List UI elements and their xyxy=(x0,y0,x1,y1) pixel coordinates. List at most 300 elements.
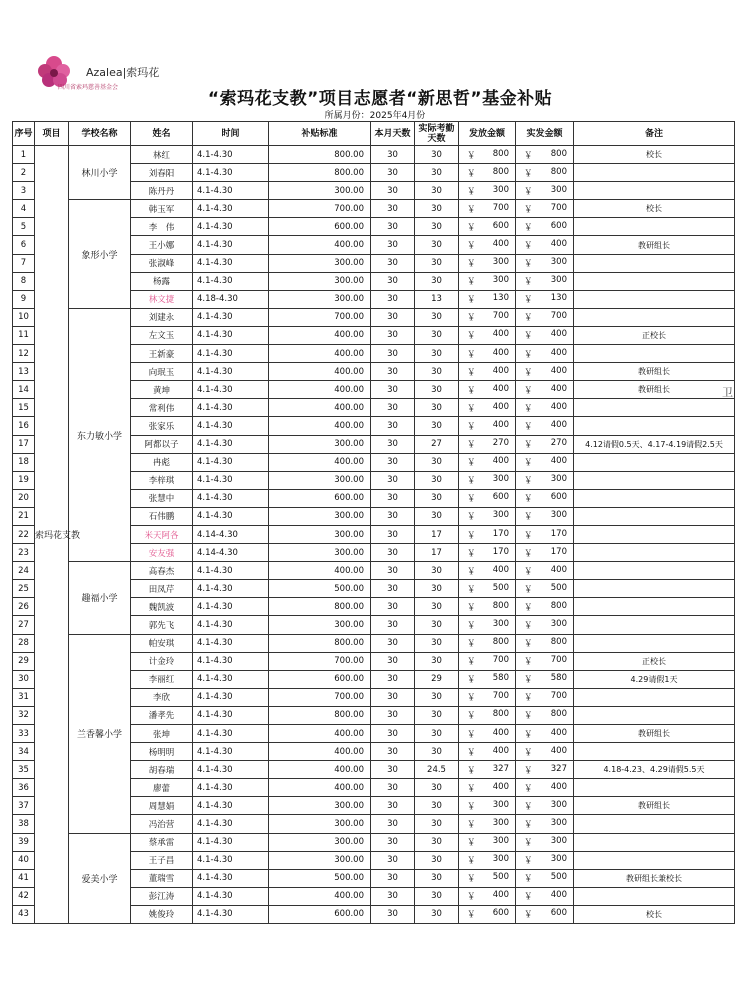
table-header-row xyxy=(13,122,735,146)
name-cell: 张家乐 xyxy=(131,417,193,435)
time-cell: 4.1-4.30 xyxy=(193,200,269,218)
row-number: 4 xyxy=(13,200,35,218)
amount-value: 400 xyxy=(492,745,509,756)
row-number: 3 xyxy=(13,182,35,200)
yen-symbol: ￥ xyxy=(467,331,476,342)
yen-symbol: ￥ xyxy=(467,747,476,758)
attendance-cell: 30 xyxy=(415,815,459,833)
net-amount-cell xyxy=(516,417,574,435)
yen-symbol: ￥ xyxy=(524,150,533,161)
time-cell: 4.1-4.30 xyxy=(193,851,269,869)
row-number: 11 xyxy=(13,326,35,344)
amount-value: 700 xyxy=(492,202,509,213)
yen-symbol: ￥ xyxy=(467,168,476,179)
days-cell: 30 xyxy=(371,688,415,706)
name-cell: 彭江涛 xyxy=(131,887,193,905)
pay-amount-cell xyxy=(459,435,516,453)
yen-symbol: ￥ xyxy=(467,693,476,704)
yen-symbol: ￥ xyxy=(467,367,476,378)
pay-amount-cell xyxy=(459,399,516,417)
amount-value: 400 xyxy=(550,564,567,575)
row-number: 12 xyxy=(13,345,35,363)
row-number: 13 xyxy=(13,363,35,381)
school-cell: 象形小学 xyxy=(69,200,131,309)
standard-cell: 800.00 xyxy=(269,634,371,652)
note-cell xyxy=(574,453,735,471)
pay-amount-cell xyxy=(459,507,516,525)
pay-amount-cell xyxy=(459,326,516,344)
row-number: 30 xyxy=(13,670,35,688)
net-amount-cell xyxy=(516,363,574,381)
amount-value: 700 xyxy=(550,655,567,666)
note-cell: 教研组长 xyxy=(574,725,735,743)
note-cell xyxy=(574,218,735,236)
month-label: 所属月份：2025年4月份 xyxy=(324,111,426,121)
pay-amount-cell xyxy=(459,254,516,272)
yen-symbol: ￥ xyxy=(467,403,476,414)
amount-value: 300 xyxy=(550,836,567,847)
yen-symbol: ￥ xyxy=(467,820,476,831)
amount-value: 400 xyxy=(550,383,567,394)
standard-cell: 700.00 xyxy=(269,200,371,218)
row-number: 6 xyxy=(13,236,35,254)
attendance-cell: 30 xyxy=(415,182,459,200)
pay-amount-cell xyxy=(459,887,516,905)
note-cell xyxy=(574,308,735,326)
days-cell: 30 xyxy=(371,489,415,507)
amount-value: 270 xyxy=(550,438,567,449)
days-cell: 30 xyxy=(371,670,415,688)
note-cell: 教研组长 xyxy=(574,797,735,815)
col-header: 本月天数 xyxy=(371,122,415,146)
yen-symbol: ￥ xyxy=(524,367,533,378)
note-cell xyxy=(574,887,735,905)
name-cell: 陈丹丹 xyxy=(131,182,193,200)
days-cell: 30 xyxy=(371,652,415,670)
amount-value: 300 xyxy=(550,818,567,829)
time-cell: 4.1-4.30 xyxy=(193,182,269,200)
standard-cell: 400.00 xyxy=(269,453,371,471)
days-cell: 30 xyxy=(371,381,415,399)
net-amount-cell xyxy=(516,525,574,543)
name-cell: 张坤 xyxy=(131,725,193,743)
yen-symbol: ￥ xyxy=(467,729,476,740)
note-cell xyxy=(574,598,735,616)
amount-value: 700 xyxy=(550,311,567,322)
pay-amount-cell xyxy=(459,851,516,869)
attendance-cell: 30 xyxy=(415,218,459,236)
yen-symbol: ￥ xyxy=(524,313,533,324)
net-amount-cell xyxy=(516,725,574,743)
yen-symbol: ￥ xyxy=(524,602,533,613)
attendance-cell: 30 xyxy=(415,779,459,797)
time-cell: 4.1-4.30 xyxy=(193,580,269,598)
pay-amount-cell xyxy=(459,761,516,779)
amount-value: 700 xyxy=(550,202,567,213)
name-cell: 韩玉军 xyxy=(131,200,193,218)
yen-symbol: ￥ xyxy=(467,385,476,396)
yen-symbol: ￥ xyxy=(467,186,476,197)
note-cell xyxy=(574,417,735,435)
days-cell: 30 xyxy=(371,634,415,652)
net-amount-cell xyxy=(516,200,574,218)
amount-value: 400 xyxy=(492,329,509,340)
amount-value: 300 xyxy=(550,510,567,521)
pay-amount-cell xyxy=(459,308,516,326)
name-cell: 潘孝先 xyxy=(131,706,193,724)
days-cell: 30 xyxy=(371,761,415,779)
attendance-cell: 30 xyxy=(415,797,459,815)
note-cell xyxy=(574,254,735,272)
yen-symbol: ￥ xyxy=(524,838,533,849)
project-cell: 索玛花支教 xyxy=(35,146,69,924)
note-cell xyxy=(574,489,735,507)
days-cell: 30 xyxy=(371,544,415,562)
attendance-cell: 30 xyxy=(415,326,459,344)
name-cell: 阿都以子 xyxy=(131,435,193,453)
attendance-cell: 30 xyxy=(415,363,459,381)
amount-value: 600 xyxy=(492,908,509,919)
yen-symbol: ￥ xyxy=(467,657,476,668)
standard-cell: 600.00 xyxy=(269,218,371,236)
yen-symbol: ￥ xyxy=(467,639,476,650)
note-cell xyxy=(574,507,735,525)
row-number: 25 xyxy=(13,580,35,598)
time-cell: 4.1-4.30 xyxy=(193,399,269,417)
row-number: 34 xyxy=(13,743,35,761)
time-cell: 4.1-4.30 xyxy=(193,471,269,489)
name-cell: 王新豪 xyxy=(131,345,193,363)
yen-symbol: ￥ xyxy=(524,711,533,722)
net-amount-cell xyxy=(516,164,574,182)
margin-handwriting: 卫 xyxy=(722,386,733,399)
amount-value: 327 xyxy=(492,763,509,774)
yen-symbol: ￥ xyxy=(524,548,533,559)
amount-value: 400 xyxy=(492,456,509,467)
name-cell: 李丽红 xyxy=(131,670,193,688)
time-cell: 4.1-4.30 xyxy=(193,652,269,670)
yen-symbol: ￥ xyxy=(524,729,533,740)
standard-cell: 300.00 xyxy=(269,797,371,815)
row-number: 38 xyxy=(13,815,35,833)
amount-value: 700 xyxy=(492,655,509,666)
yen-symbol: ￥ xyxy=(524,584,533,595)
row-number: 35 xyxy=(13,761,35,779)
row-number: 15 xyxy=(13,399,35,417)
pay-amount-cell xyxy=(459,272,516,290)
yen-symbol: ￥ xyxy=(467,801,476,812)
attendance-cell: 30 xyxy=(415,743,459,761)
net-amount-cell xyxy=(516,779,574,797)
amount-value: 300 xyxy=(492,818,509,829)
time-cell: 4.1-4.30 xyxy=(193,905,269,923)
yen-symbol: ￥ xyxy=(524,783,533,794)
yen-symbol: ￥ xyxy=(467,259,476,270)
yen-symbol: ￥ xyxy=(524,259,533,270)
row-number: 19 xyxy=(13,471,35,489)
school-cell: 东力敏小学 xyxy=(69,308,131,561)
attendance-cell: 30 xyxy=(415,254,459,272)
days-cell: 30 xyxy=(371,507,415,525)
name-cell: 米天阿各 xyxy=(131,525,193,543)
amount-value: 400 xyxy=(550,365,567,376)
yen-symbol: ￥ xyxy=(524,820,533,831)
yen-symbol: ￥ xyxy=(524,693,533,704)
attendance-cell: 30 xyxy=(415,308,459,326)
row-number: 40 xyxy=(13,851,35,869)
attendance-cell: 30 xyxy=(415,598,459,616)
pay-amount-cell xyxy=(459,381,516,399)
yen-symbol: ￥ xyxy=(467,313,476,324)
days-cell: 30 xyxy=(371,164,415,182)
yen-symbol: ￥ xyxy=(467,548,476,559)
yen-symbol: ￥ xyxy=(524,620,533,631)
amount-value: 400 xyxy=(550,419,567,430)
row-number: 41 xyxy=(13,869,35,887)
attendance-cell: 30 xyxy=(415,453,459,471)
note-cell xyxy=(574,290,735,308)
net-amount-cell xyxy=(516,453,574,471)
name-cell: 石伟鹏 xyxy=(131,507,193,525)
pay-amount-cell xyxy=(459,544,516,562)
note-cell: 校长 xyxy=(574,146,735,164)
name-cell: 魏凯波 xyxy=(131,598,193,616)
pay-amount-cell xyxy=(459,706,516,724)
attendance-cell: 30 xyxy=(415,200,459,218)
standard-cell: 400.00 xyxy=(269,399,371,417)
net-amount-cell xyxy=(516,833,574,851)
pay-amount-cell xyxy=(459,815,516,833)
time-cell: 4.1-4.30 xyxy=(193,489,269,507)
net-amount-cell xyxy=(516,146,574,164)
yen-symbol: ￥ xyxy=(467,530,476,541)
yen-symbol: ￥ xyxy=(524,747,533,758)
note-cell: 教研组长 xyxy=(574,236,735,254)
amount-value: 800 xyxy=(550,600,567,611)
yen-symbol: ￥ xyxy=(524,675,533,686)
days-cell: 30 xyxy=(371,399,415,417)
amount-value: 400 xyxy=(492,781,509,792)
amount-value: 400 xyxy=(492,383,509,394)
yen-symbol: ￥ xyxy=(524,494,533,505)
days-cell: 30 xyxy=(371,851,415,869)
name-cell: 左文玉 xyxy=(131,326,193,344)
amount-value: 300 xyxy=(550,257,567,268)
attendance-cell: 30 xyxy=(415,345,459,363)
school-cell: 林川小学 xyxy=(69,146,131,200)
standard-cell: 300.00 xyxy=(269,435,371,453)
standard-cell: 800.00 xyxy=(269,598,371,616)
amount-value: 700 xyxy=(550,691,567,702)
name-cell: 田凤芹 xyxy=(131,580,193,598)
name-cell: 王小娜 xyxy=(131,236,193,254)
row-number: 23 xyxy=(13,544,35,562)
days-cell: 30 xyxy=(371,598,415,616)
attendance-cell: 30 xyxy=(415,164,459,182)
standard-cell: 700.00 xyxy=(269,652,371,670)
standard-cell: 300.00 xyxy=(269,254,371,272)
attendance-cell: 30 xyxy=(415,471,459,489)
document-title: “索玛花支教”项目志愿者“新思哲”基金补贴 xyxy=(207,89,553,109)
row-number: 29 xyxy=(13,652,35,670)
attendance-cell: 30 xyxy=(415,652,459,670)
days-cell: 30 xyxy=(371,236,415,254)
standard-cell: 500.00 xyxy=(269,580,371,598)
attendance-cell: 30 xyxy=(415,851,459,869)
days-cell: 30 xyxy=(371,417,415,435)
row-number: 39 xyxy=(13,833,35,851)
note-cell: 教研组长 xyxy=(574,381,735,399)
note-cell xyxy=(574,851,735,869)
time-cell: 4.1-4.30 xyxy=(193,164,269,182)
amount-value: 580 xyxy=(492,673,509,684)
net-amount-cell xyxy=(516,345,574,363)
days-cell: 30 xyxy=(371,580,415,598)
days-cell: 30 xyxy=(371,146,415,164)
standard-cell: 400.00 xyxy=(269,236,371,254)
name-cell: 计金玲 xyxy=(131,652,193,670)
time-cell: 4.1-4.30 xyxy=(193,453,269,471)
net-amount-cell xyxy=(516,507,574,525)
attendance-cell: 17 xyxy=(415,525,459,543)
pay-amount-cell xyxy=(459,290,516,308)
standard-cell: 400.00 xyxy=(269,363,371,381)
attendance-cell: 30 xyxy=(415,146,459,164)
net-amount-cell xyxy=(516,797,574,815)
name-cell: 常利伟 xyxy=(131,399,193,417)
row-number: 33 xyxy=(13,725,35,743)
yen-symbol: ￥ xyxy=(467,458,476,469)
time-cell: 4.1-4.30 xyxy=(193,345,269,363)
standard-cell: 400.00 xyxy=(269,743,371,761)
pay-amount-cell xyxy=(459,670,516,688)
note-cell xyxy=(574,833,735,851)
row-number: 37 xyxy=(13,797,35,815)
note-cell xyxy=(574,471,735,489)
amount-value: 400 xyxy=(550,890,567,901)
row-number: 22 xyxy=(13,525,35,543)
table-row xyxy=(13,833,735,851)
note-cell: 校长 xyxy=(574,200,735,218)
attendance-cell: 30 xyxy=(415,489,459,507)
net-amount-cell xyxy=(516,815,574,833)
pay-amount-cell xyxy=(459,146,516,164)
standard-cell: 300.00 xyxy=(269,815,371,833)
net-amount-cell xyxy=(516,381,574,399)
net-amount-cell xyxy=(516,761,574,779)
pay-amount-cell xyxy=(459,164,516,182)
yen-symbol: ￥ xyxy=(467,711,476,722)
amount-value: 170 xyxy=(550,546,567,557)
amount-value: 800 xyxy=(550,148,567,159)
note-cell xyxy=(574,634,735,652)
days-cell: 30 xyxy=(371,743,415,761)
name-cell: 向珉玉 xyxy=(131,363,193,381)
standard-cell: 800.00 xyxy=(269,164,371,182)
row-number: 1 xyxy=(13,146,35,164)
note-cell xyxy=(574,544,735,562)
pay-amount-cell xyxy=(459,688,516,706)
pay-amount-cell xyxy=(459,218,516,236)
yen-symbol: ￥ xyxy=(524,241,533,252)
standard-cell: 800.00 xyxy=(269,706,371,724)
name-cell: 李 伟 xyxy=(131,218,193,236)
time-cell: 4.1-4.30 xyxy=(193,146,269,164)
school-cell: 趣福小学 xyxy=(69,562,131,634)
yen-symbol: ￥ xyxy=(467,295,476,306)
amount-value: 300 xyxy=(492,510,509,521)
yen-symbol: ￥ xyxy=(524,512,533,523)
amount-value: 400 xyxy=(550,727,567,738)
standard-cell: 300.00 xyxy=(269,616,371,634)
amount-value: 500 xyxy=(550,872,567,883)
attendance-cell: 30 xyxy=(415,725,459,743)
pay-amount-cell xyxy=(459,453,516,471)
days-cell: 30 xyxy=(371,815,415,833)
pay-amount-cell xyxy=(459,236,516,254)
time-cell: 4.1-4.30 xyxy=(193,725,269,743)
attendance-cell: 24.5 xyxy=(415,761,459,779)
amount-value: 600 xyxy=(492,220,509,231)
net-amount-cell xyxy=(516,580,574,598)
pay-amount-cell xyxy=(459,562,516,580)
yen-symbol: ￥ xyxy=(524,277,533,288)
pay-amount-cell xyxy=(459,779,516,797)
time-cell: 4.1-4.30 xyxy=(193,797,269,815)
yen-symbol: ￥ xyxy=(467,620,476,631)
name-cell: 李欣 xyxy=(131,688,193,706)
attendance-cell: 30 xyxy=(415,706,459,724)
standard-cell: 400.00 xyxy=(269,725,371,743)
pay-amount-cell xyxy=(459,345,516,363)
days-cell: 30 xyxy=(371,905,415,923)
yen-symbol: ￥ xyxy=(467,856,476,867)
col-header: 序号 xyxy=(13,122,35,146)
amount-value: 300 xyxy=(492,184,509,195)
col-header: 备注 xyxy=(574,122,735,146)
time-cell: 4.1-4.30 xyxy=(193,706,269,724)
standard-cell: 400.00 xyxy=(269,779,371,797)
amount-value: 400 xyxy=(550,347,567,358)
amount-value: 400 xyxy=(492,564,509,575)
table-row xyxy=(13,146,735,164)
amount-value: 400 xyxy=(492,890,509,901)
amount-value: 700 xyxy=(492,691,509,702)
attendance-cell: 30 xyxy=(415,869,459,887)
pay-amount-cell xyxy=(459,417,516,435)
yen-symbol: ￥ xyxy=(467,584,476,595)
col-header: 项目 xyxy=(35,122,69,146)
name-cell: 高春杰 xyxy=(131,562,193,580)
yen-symbol: ￥ xyxy=(467,512,476,523)
standard-cell: 400.00 xyxy=(269,381,371,399)
attendance-cell: 30 xyxy=(415,417,459,435)
net-amount-cell xyxy=(516,218,574,236)
yen-symbol: ￥ xyxy=(467,421,476,432)
row-number: 43 xyxy=(13,905,35,923)
pay-amount-cell xyxy=(459,200,516,218)
amount-value: 500 xyxy=(492,582,509,593)
net-amount-cell xyxy=(516,869,574,887)
note-cell xyxy=(574,779,735,797)
note-cell xyxy=(574,182,735,200)
amount-value: 170 xyxy=(492,528,509,539)
note-cell xyxy=(574,580,735,598)
yen-symbol: ￥ xyxy=(524,349,533,360)
col-header: 补贴标准 xyxy=(269,122,371,146)
pay-amount-cell xyxy=(459,471,516,489)
days-cell: 30 xyxy=(371,725,415,743)
